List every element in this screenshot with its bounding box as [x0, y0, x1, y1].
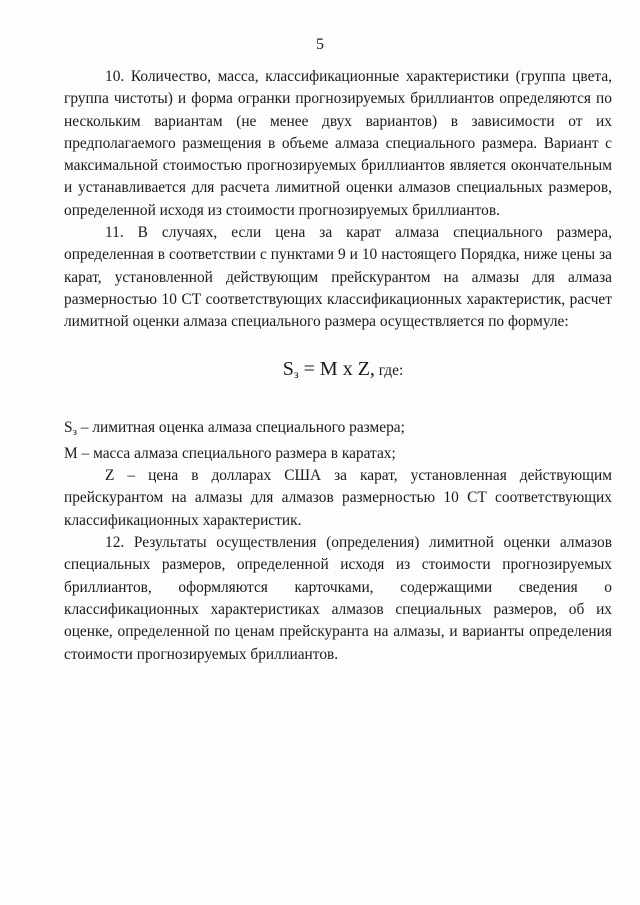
definition-m: М – масса алмаза специального размера в каратах;: [64, 444, 396, 462]
formula: [64, 356, 612, 387]
paragraph-12: 12. Результаты осуществления (определения) лимитной оценки алмазов специальных размеров, определенной исходя из стоимости прогнозируемых бриллиантов, оформляются карточками, содержащими сведения о классификационных характеристиках алмазов специальных размеров, об их оценке, определенной по ценам прейскуранта на алмазы, и варианты определения стоимости прогнозируемых бриллиантов.: [64, 534, 612, 663]
definition-s: [64, 417, 612, 443]
definition-s-subscript: з: [72, 425, 77, 438]
definition-s-symbol: S: [64, 418, 73, 436]
formula-where: где:: [374, 361, 404, 379]
formula-lhs: S: [282, 357, 294, 380]
formula-lhs-subscript: з: [293, 366, 299, 381]
definition-s-text: – лимитная оценка алмаза специального размера;: [76, 418, 405, 436]
paragraph-11: 11. В случаях, если цена за карат алмаза специального размера, определенная в соответствии с пунктами 9 и 10 настоящего Порядка, ниже цены за карат, установленной действующим прейскурантом на алмазы для алмаза размерностью 10 СТ соответствующих классификационных характеристик, расчет лимитной оценки алмаза специального размера осуществляется по формуле:: [64, 224, 612, 331]
formula-rhs: = M x Z,: [298, 357, 375, 380]
document-body: [64, 66, 612, 666]
paragraph-10: 10. Количество, масса, классификационные характеристики (группа цвета, группа чистоты) и форма огранки прогнозируемых бриллиантов определяются по нескольким вариантам (не менее двух вариантов) в зависимости от их предполагаемого размещения в объеме алмаза специального размера. Вариант с максимальной стоимостью прогнозируемых бриллиантов является окончательным и устанавливается для расчета лимитной оценки алмазов специальных размеров, определенной исходя из стоимости прогнозируемых бриллиантов.: [64, 68, 612, 219]
page-number: 5: [316, 36, 324, 53]
definition-z: Z – цена в долларах США за карат, установленная действующим прейскурантом на алмазы для алмазов размерностью 10 СТ соответствующих классификационных характеристик.: [64, 467, 612, 529]
